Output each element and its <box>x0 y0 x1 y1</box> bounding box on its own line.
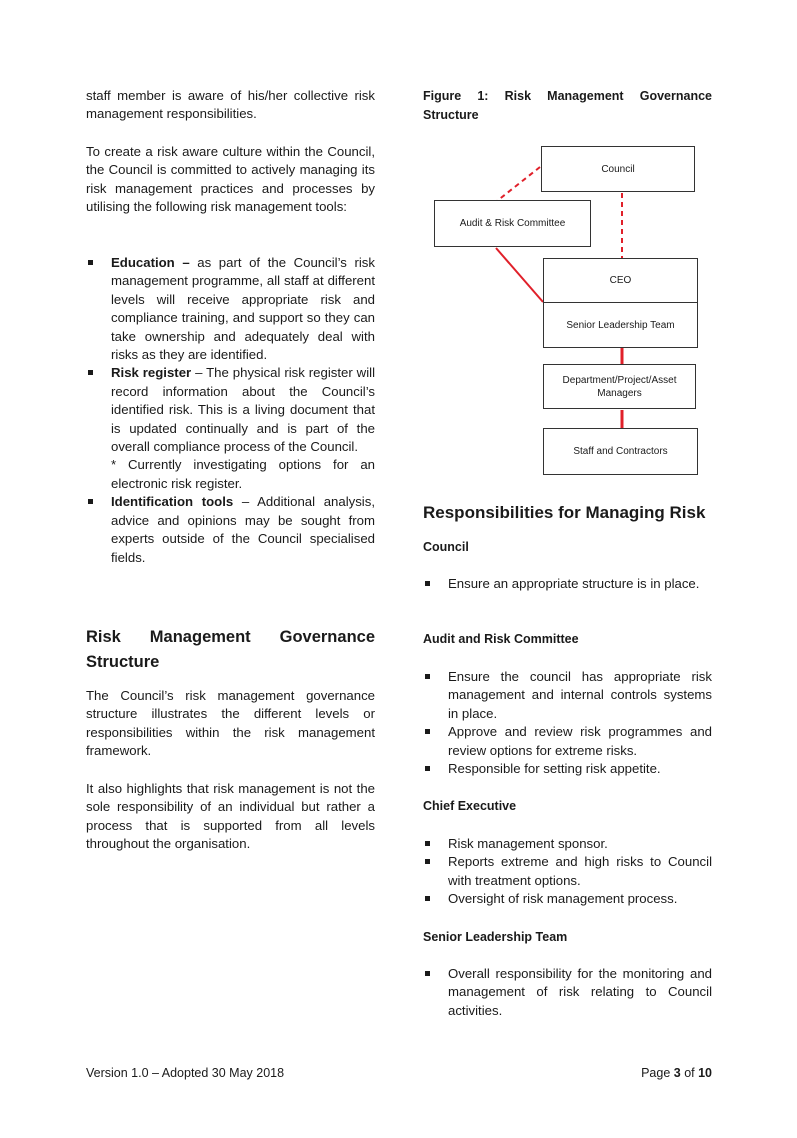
footer-version: Version 1.0 – Adopted 30 May 2018 <box>86 1066 285 1080</box>
paragraph-highlights: It also highlights that risk management is not the sole responsibility of an individual but rather a process that is supported from all levels throughout the organisation. <box>86 781 375 852</box>
group-title-chief-executive: Chief Executive <box>423 799 517 813</box>
page-current: 3 <box>673 1066 681 1080</box>
box-council: Council <box>541 146 695 192</box>
list-item <box>86 493 375 567</box>
list-item: Ensure the council has appropriate risk management and internal controls systems in place. <box>423 668 712 723</box>
list-item-label: Risk register <box>111 365 192 381</box>
footer-page-number <box>641 1066 712 1080</box>
paragraph-intro: staff member is aware of his/her collective risk management responsibilities. <box>86 88 375 122</box>
list-item: Approve and review risk programmes and review options for extreme risks. <box>423 723 712 760</box>
ceo-list <box>423 835 712 909</box>
list-item: Responsible for setting risk appetite. <box>423 760 712 778</box>
tools-list <box>86 254 375 567</box>
box-ceo: CEO <box>543 258 698 303</box>
box-department-managers: Department/Project/Asset Managers <box>543 364 696 409</box>
section-heading-responsibilities: Responsibilities for Managing Risk <box>423 503 706 522</box>
list-item: Risk management sponsor. <box>423 835 712 853</box>
section-heading-governance: Risk Management Governance Structure <box>86 628 375 671</box>
list-item: Ensure an appropriate structure is in place. <box>423 575 712 593</box>
list-item-text: – Additional analysis, advice and opinions may be sought from experts outside of the Council specialised fields. <box>111 494 375 565</box>
list-item: Overall responsibility for the monitoring and management of risk relating to Council activities. <box>423 965 712 1020</box>
list-item-text: as part of the Council’s risk management programme, all staff at different levels will receive appropriate risk and compliance training, and support so they can take ownership and adequately deal with risks as they are identified. <box>111 255 375 363</box>
page-label: Page <box>641 1066 674 1080</box>
box-staff-contractors: Staff and Contractors <box>543 428 698 475</box>
box-audit-risk-committee: Audit & Risk Committee <box>434 200 591 247</box>
figure-caption: Figure 1: Risk Management Governance Structure <box>423 89 712 122</box>
group-title-council: Council <box>423 540 469 554</box>
connector-council-audit <box>497 167 540 201</box>
page-total: 10 <box>698 1066 712 1080</box>
page-of: of <box>680 1066 699 1080</box>
group-title-audit: Audit and Risk Committee <box>423 632 579 646</box>
audit-list <box>423 668 712 778</box>
group-title-slt: Senior Leadership Team <box>423 930 568 944</box>
list-item <box>86 254 375 364</box>
list-item <box>86 364 375 493</box>
list-item-label: Education – <box>111 255 190 270</box>
paragraph-governance: The Council’s risk management governance structure illustrates the different levels or responsibilities within the risk management framework. <box>86 688 375 759</box>
list-item: Reports extreme and high risks to Council with treatment options. <box>423 853 712 890</box>
council-list <box>423 575 712 593</box>
list-item: Oversight of risk management process. <box>423 890 712 908</box>
list-item-label: Identification tools <box>111 494 234 510</box>
list-item-text: – The physical risk register will record information about the Council’s identified risk. This is a living document that is updated continually and is part of the overall compliance process of the Council. <box>111 365 375 455</box>
slt-list <box>423 965 712 1020</box>
paragraph-risk-culture: To create a risk aware culture within the Council, the Council is committed to actively managing its risk management practices and processes by utilising the following risk management tools: <box>86 144 375 215</box>
list-item-note: * Currently investigating options for an electronic risk register. <box>111 457 375 491</box>
connector-audit-slt <box>496 248 543 302</box>
box-senior-leadership-team: Senior Leadership Team <box>543 302 698 348</box>
